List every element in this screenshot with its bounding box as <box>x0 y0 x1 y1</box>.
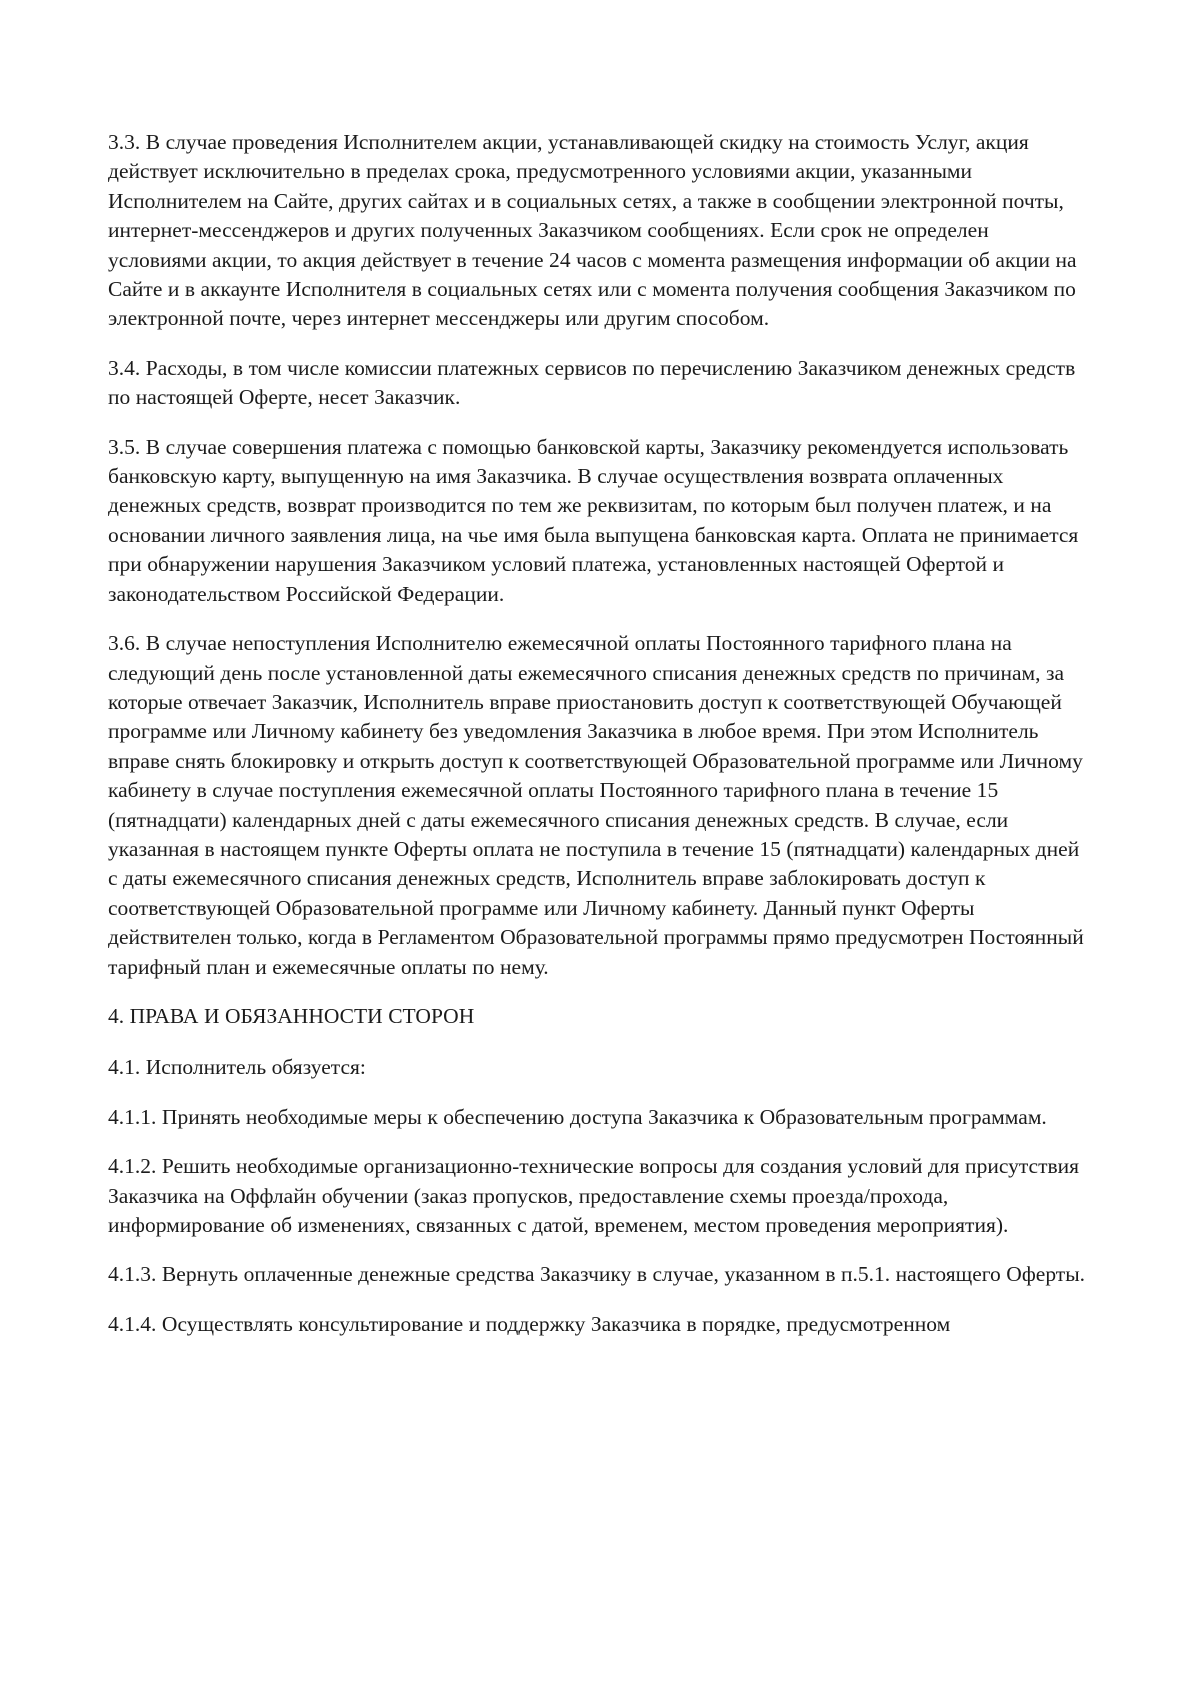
clause-paragraph-3-4: 3.4. Расходы, в том числе комиссии платежных сервисов по перечислению Заказчиком денежных средств по настоящей Оферте, несет Заказчик. <box>108 355 1076 410</box>
clause-paragraph-4-1: 4.1. Исполнитель обязуется: <box>108 1055 366 1080</box>
section-heading-4: 4. ПРАВА И ОБЯЗАННОСТИ СТОРОН <box>108 1003 475 1028</box>
clause-paragraph-4-1-3: 4.1.3. Вернуть оплаченные денежные средства Заказчику в случае, указанном в п.5.1. настоящего Оферты. <box>108 1262 1086 1287</box>
clause-paragraph-4-1-4: 4.1.4. Осуществлять консультирование и поддержку Заказчика в порядке, предусмотренном <box>108 1311 951 1336</box>
clause-paragraph-4-1-2: 4.1.2. Решить необходимые организационно-технические вопросы для создания условий для присутствия Заказчика на Оффлайн обучении (заказ пропусков, предоставление схемы проезда/прохода, информирование об изменениях, связанных с датой, временем, местом проведения мероприятия). <box>108 1154 1080 1237</box>
clause-paragraph-3-6: 3.6. В случае непоступления Исполнителю ежемесячной оплаты Постоянного тарифного плана на следующий день после установленной даты ежемесячного списания денежных средств по причинам, за которые отвечает Заказчик, Исполнитель вправе приостановить доступ к соответствующей Обучающей программе или Личному кабинету без уведомления Заказчика в любое время. При этом Исполнитель вправе снять блокировку и открыть доступ к соответствующей Образовательной программе или Личному кабинету в случае поступления ежемесячной оплаты Постоянного тарифного плана в течение 15 (пятнадцати) календарных дней с даты ежемесячного списания денежных средств. В случае, если указанная в настоящем пункте Оферты оплата не поступила в течение 15 (пятнадцати) календарных дней с даты ежемесячного списания денежных средств, Исполнитель вправе заблокировать доступ к соответствующей Образовательной программе или Личному кабинету. Данный пункт Оферты действителен только, когда в Регламентом Образовательной программы прямо предусмотрен Постоянный тарифный план и ежемесячные оплаты по нему. <box>108 631 1084 979</box>
clause-paragraph-3-5: 3.5. В случае совершения платежа с помощью банковской карты, Заказчику рекомендуется использовать банковскую карту, выпущенную на имя Заказчика. В случае осуществления возврата оплаченных денежных средств, возврат производится по тем же реквизитам, по которым был получен платеж, и на основании личного заявления лица, на чье имя была выпущена банковская карта. Оплата не принимается при обнаружении нарушения Заказчиком условий платежа, установленных настоящей Офертой и законодательством Российской Федерации. <box>108 434 1079 606</box>
document-text-body <box>108 128 1090 1339</box>
clause-paragraph-4-1-1: 4.1.1. Принять необходимые меры к обеспечению доступа Заказчика к Образовательным программам. <box>108 1104 1047 1129</box>
clause-paragraph-3-3: 3.3. В случае проведения Исполнителем акции, устанавливающей скидку на стоимость Услуг, акция действует исключительно в пределах срока, предусмотренного условиями акции, указанными Исполнителем на Сайте, других сайтах и в социальных сетях, а также в сообщении электронной почты, интернет-мессенджеров и других полученных Заказчиком сообщениях. Если срок не определен условиями акции, то акция действует в течение 24 часов с момента размещения информации об акции на Сайте и в аккаунте Исполнителя в социальных сетях или с момента получения сообщения Заказчиком по электронной почте, через интернет мессенджеры или другим способом. <box>108 130 1077 331</box>
